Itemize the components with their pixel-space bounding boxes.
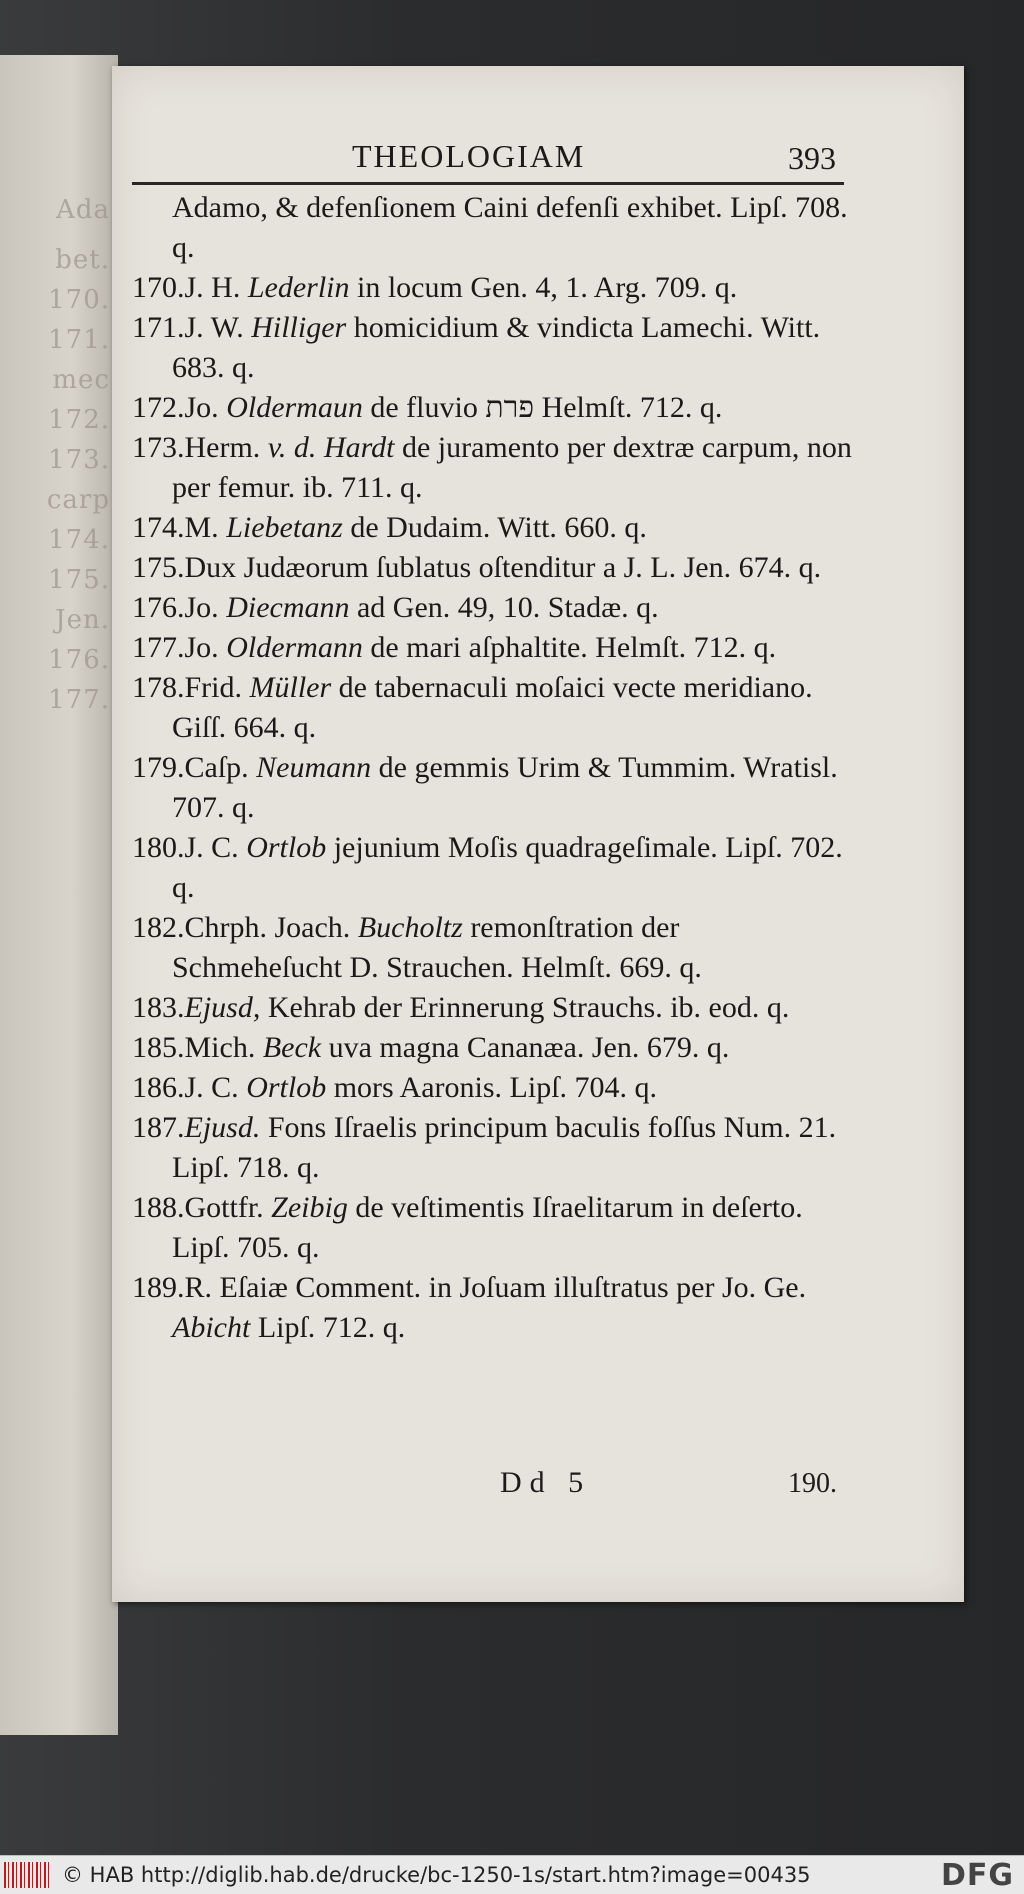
entry-author-prefix: Herm. bbox=[184, 431, 268, 464]
entry-text: Fons Iſraelis principum baculis foſſus Num. 21. Lipſ. 718. q. bbox=[172, 1111, 837, 1184]
entry-number: 171. bbox=[132, 311, 185, 344]
catchword: 190. bbox=[788, 1468, 837, 1499]
entry-author-name: Ejusd, bbox=[184, 991, 268, 1024]
entry-author-prefix: Caſp. bbox=[184, 751, 257, 784]
entry-author-prefix: Chrph. Joach. bbox=[184, 911, 358, 944]
entry-author-name: Diecmann bbox=[226, 591, 357, 624]
list-item bbox=[132, 308, 852, 388]
list-item bbox=[132, 428, 852, 508]
entry-text: Dux Judæorum ſublatus oſtenditur a J. L. Jen. 674. q. bbox=[184, 551, 822, 584]
hab-logo-icon bbox=[4, 1862, 50, 1888]
entry-number: 177. bbox=[132, 631, 185, 664]
entry-text: de tabernaculi moſaici vecte meridiano. Giſſ. 664. q. bbox=[172, 671, 813, 744]
entry-number: 186. bbox=[132, 1071, 185, 1104]
entry-author-name: Ortlob bbox=[246, 831, 334, 864]
entry-number: 187. bbox=[132, 1111, 185, 1144]
page-number: 393 bbox=[788, 140, 836, 176]
list-item bbox=[132, 268, 852, 308]
list-item bbox=[132, 908, 852, 988]
list-item bbox=[132, 1108, 852, 1188]
entry-number: 174. bbox=[132, 511, 185, 544]
entry-author-name: Liebetanz bbox=[226, 511, 351, 544]
entry-text: de fluvio פרת Helmſt. 712. q. bbox=[370, 391, 723, 424]
dfg-logo: DFG bbox=[940, 1858, 1014, 1893]
entry-number: 170. bbox=[132, 271, 185, 304]
entry-number: 182. bbox=[132, 911, 185, 944]
entry-author-prefix: M. bbox=[184, 511, 227, 544]
entry-author-prefix: Gottfr. bbox=[184, 1191, 272, 1224]
entry-text: uva magna Cananæa. Jen. 679. q. bbox=[328, 1031, 730, 1064]
list-item bbox=[132, 588, 852, 628]
entry-author-name: Abicht bbox=[172, 1311, 258, 1344]
entry-author-name: Müller bbox=[249, 671, 339, 704]
list-item bbox=[132, 548, 852, 588]
list-item bbox=[132, 1028, 852, 1068]
entry-author-prefix: R. Eſaiæ Comment. in Joſuam illuſtratus per Jo. Ge. bbox=[184, 1271, 807, 1304]
entry-text: ad Gen. 49, 10. Stadæ. q. bbox=[356, 591, 659, 624]
signature-mark: Dd 5 bbox=[500, 1466, 592, 1499]
entry-author-prefix: J. C. bbox=[184, 831, 247, 864]
entry-number: 178. bbox=[132, 671, 185, 704]
entry-author-prefix: J. C. bbox=[184, 1071, 247, 1104]
entry-author-prefix: Mich. bbox=[184, 1031, 263, 1064]
entry-author-name: Lederlin bbox=[247, 271, 358, 304]
entry-text: de juramento per dextræ carpum, non per femur. ib. 711. q. bbox=[172, 431, 852, 504]
entry-author-name: Beck bbox=[262, 1031, 329, 1064]
entry-text: Kehrab der Erinnerung Strauchs. ib. eod. q. bbox=[267, 991, 790, 1024]
list-item bbox=[132, 1268, 852, 1348]
entry-author-name: v. d. Hardt bbox=[267, 431, 402, 464]
entry-author-prefix: Jo. bbox=[184, 631, 227, 664]
entry-number: 173. bbox=[132, 431, 185, 464]
entry-author-prefix: Frid. bbox=[184, 671, 250, 704]
running-head: THEOLOGIAM bbox=[352, 138, 586, 174]
entry-text: de gemmis Urim & Tummim. Wratisl. 707. q. bbox=[172, 751, 838, 824]
entry-text: mors Aaronis. Lipſ. 704. q. bbox=[333, 1071, 658, 1104]
list-item bbox=[132, 628, 852, 668]
entry-author-name: Ortlob bbox=[246, 1071, 334, 1104]
footer-bar bbox=[0, 1855, 1024, 1894]
entry-number: 172. bbox=[132, 391, 185, 424]
entry-author-name: Zeibig bbox=[271, 1191, 356, 1224]
entry-author-name: Neumann bbox=[256, 751, 379, 784]
list-item bbox=[132, 988, 852, 1028]
entry-text: de Dudaim. Witt. 660. q. bbox=[350, 511, 647, 544]
list-item bbox=[132, 668, 852, 748]
list-item bbox=[132, 748, 852, 828]
entry-number: 175. bbox=[132, 551, 185, 584]
entry-number: 189. bbox=[132, 1271, 185, 1304]
list-item bbox=[132, 828, 852, 908]
entry-author-name: Ejusd. bbox=[184, 1111, 268, 1144]
list-item bbox=[132, 188, 852, 268]
entry-author-name: Hilliger bbox=[251, 311, 354, 344]
entry-text: de veſtimentis Iſraelitarum in deſerto. Lipſ. 705. q. bbox=[172, 1191, 803, 1264]
entry-author-name: Bucholtz bbox=[357, 911, 471, 944]
entry-number: 183. bbox=[132, 991, 185, 1024]
entry-author-prefix: Jo. bbox=[184, 591, 227, 624]
entry-text: de mari aſphaltite. Helmſt. 712. q. bbox=[370, 631, 777, 664]
entry-number: 180. bbox=[132, 831, 185, 864]
entry-author-name: Oldermann bbox=[226, 631, 371, 664]
entry-text: in locum Gen. 4, 1. Arg. 709. q. bbox=[357, 271, 738, 304]
page-header bbox=[112, 138, 964, 188]
list-item bbox=[132, 508, 852, 548]
entry-author-prefix: Jo. bbox=[184, 391, 227, 424]
entry-text: remonſtration der Schmeheſucht D. Strauchen. Helmſt. 669. q. bbox=[172, 911, 702, 984]
entry-text: Lipſ. 712. q. bbox=[257, 1311, 406, 1344]
header-rule bbox=[132, 182, 844, 185]
previous-page-edge: Ada bet. 170. 171. mec 172. 173. carp 174. 175. Jen. 176. 177. bbox=[0, 55, 118, 1735]
entry-text: jejunium Moſis quadrageſimale. Lipſ. 702. q. bbox=[172, 831, 843, 904]
book-page bbox=[112, 66, 964, 1602]
list-item bbox=[132, 1188, 852, 1268]
entry-number: 179. bbox=[132, 751, 185, 784]
entry-author-prefix: J. W. bbox=[184, 311, 252, 344]
entry-author-prefix: J. H. bbox=[184, 271, 248, 304]
entry-text: homicidium & vindicta Lamechi. Witt. 683. q. bbox=[172, 311, 821, 384]
bibliography-entries bbox=[132, 188, 852, 1348]
list-item bbox=[132, 1068, 852, 1108]
entry-number: 176. bbox=[132, 591, 185, 624]
list-item bbox=[132, 388, 852, 428]
entry-number: 188. bbox=[132, 1191, 185, 1224]
entry-author-name: Oldermaun bbox=[226, 391, 371, 424]
entry-number: 185. bbox=[132, 1031, 185, 1064]
credit-link[interactable]: © HAB http://diglib.hab.de/drucke/bc-1250-1s/start.htm?image=00435 bbox=[62, 1863, 811, 1887]
entry-text: Adamo, & defenſionem Caini defenſi exhibet. Lipſ. 708. q. bbox=[172, 191, 848, 264]
